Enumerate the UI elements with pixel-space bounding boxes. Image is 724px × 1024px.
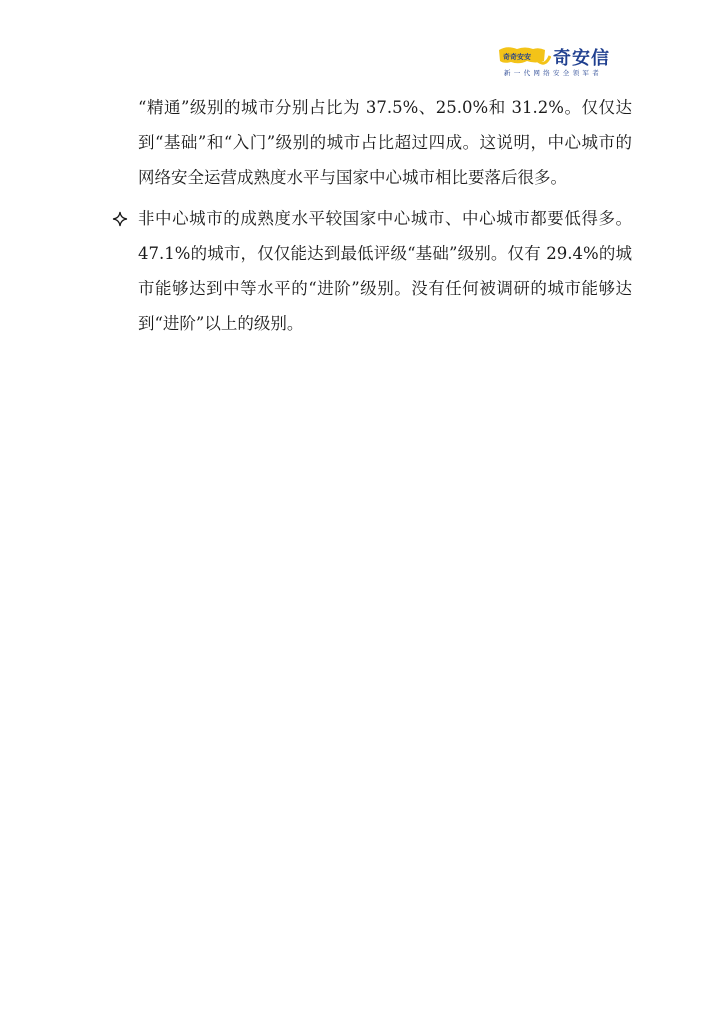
logo-slogan: 新一代网络安全领军者 bbox=[504, 69, 602, 77]
bullet-paragraph: 非中心城市的成熟度水平较国家中心城市、中心城市都要低得多。47.1%的城市，仅仅能达到最低评级“基础”级别。仅有 29.4%的城市能够达到中等水平的“进阶”级别。没有任何被调研的城市能够达到“进阶”以上的级别。 bbox=[138, 209, 632, 333]
document-body bbox=[112, 90, 632, 341]
logo-name: 奇安信 bbox=[553, 48, 610, 69]
bullet-item bbox=[112, 201, 632, 341]
svg-text:奇奇安安: 奇奇安安 bbox=[503, 53, 531, 61]
qianxin-logo-icon bbox=[497, 44, 551, 70]
diamond-star-bullet-icon bbox=[112, 201, 132, 236]
paragraph-continuation: “精通”级别的城市分别占比为 37.5%、25.0%和 31.2%。仅仅达到“基础”和“入门”级别的城市占比超过四成。这说明，中心城市的网络安全运营成熟度水平与国家中心城市相比要落后很多。 bbox=[138, 98, 632, 187]
company-logo bbox=[497, 44, 617, 76]
